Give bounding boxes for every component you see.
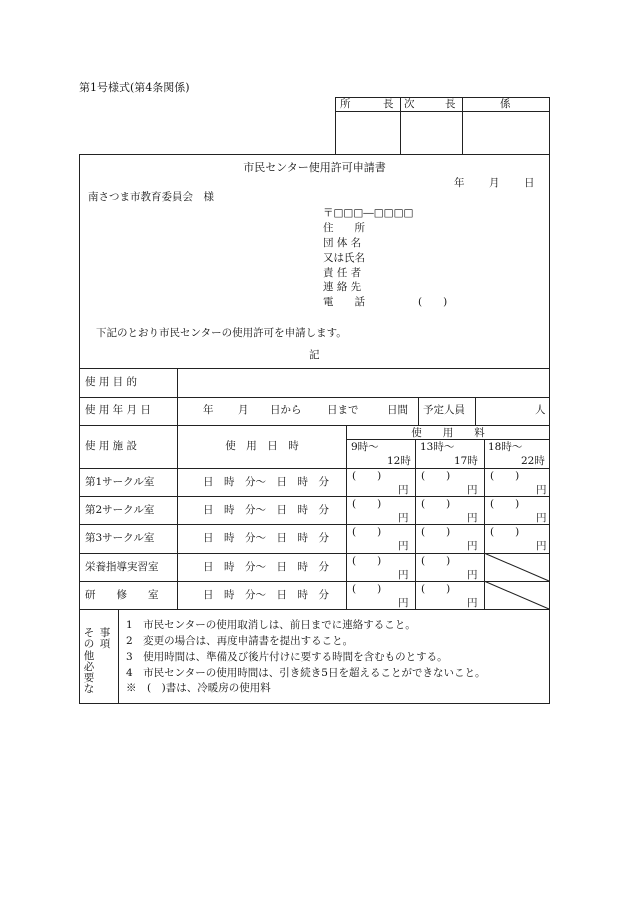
note-3: 3 使用時間は、準備及び後片付けに要する時間を含むものとする。 (126, 651, 448, 663)
org-label: 団 体 名 (323, 237, 362, 249)
fee-paren: ( ) (421, 470, 451, 482)
responsible-label: 責 任 者 (323, 267, 362, 279)
fee-paren: ( ) (352, 555, 382, 567)
fee-yen: 円 (536, 512, 547, 524)
fee-yen: 円 (467, 484, 478, 496)
fee-paren: ( ) (490, 498, 520, 510)
room-name: 第3サークル室 (85, 532, 155, 544)
ki-label: 記 (309, 349, 320, 361)
note-4: 4 市民センターの使用時間は、引き続き5日を超えることができないこと。 (126, 667, 486, 679)
room-name: 第1サークル室 (85, 476, 155, 488)
fee-paren: ( ) (352, 470, 382, 482)
people-unit: 人 (535, 404, 546, 416)
planned-people-label: 予定人員 (423, 404, 465, 416)
fee-paren: ( ) (421, 555, 451, 567)
date-label: 使 用 年 月 日 (85, 404, 151, 416)
room-time-field[interactable]: 日 時 分～ 日 時 分 (203, 589, 329, 601)
date-month: 月 (489, 177, 500, 189)
phone-paren: ( ) (418, 296, 448, 308)
room-time-field[interactable]: 日 時 分～ 日 時 分 (203, 476, 329, 488)
purpose-label: 使 用 目 的 (85, 376, 138, 388)
date-day: 日 (524, 177, 535, 189)
approval-head2b: 長 (445, 98, 456, 110)
fee-paren: ( ) (490, 526, 520, 538)
note-1: 1 市民センターの使用取消しは、前日までに連絡すること。 (126, 619, 416, 631)
room-name: 研 修 室 (85, 589, 159, 601)
fee-yen: 円 (398, 597, 409, 609)
date-days-unit: 日間 (387, 404, 408, 416)
notes-label-col2: 事項 (99, 627, 111, 651)
note-5: ※ ( )書は、冷暖房の使用料 (126, 682, 271, 694)
fee-yen: 円 (536, 484, 547, 496)
room-name: 栄養指導実習室 (85, 561, 159, 573)
fee-paren: ( ) (352, 526, 382, 538)
approval-head1: 所 (340, 98, 351, 110)
fee-paren: ( ) (490, 470, 520, 482)
approval-head2: 次 (404, 98, 415, 110)
fee-yen: 円 (467, 569, 478, 581)
date-from-unit: 日から (270, 404, 302, 416)
phone-label: 電 話 (323, 296, 365, 308)
room-time-field[interactable]: 日 時 分～ 日 時 分 (203, 532, 329, 544)
form-title: 市民センター使用許可申請書 (243, 161, 386, 174)
or-name-label: 又は氏名 (323, 252, 365, 264)
fee-paren: ( ) (421, 498, 451, 510)
contact-label: 連 絡 先 (323, 281, 362, 293)
notes-label-col1: その他必要な (83, 627, 95, 696)
address-label: 住 所 (323, 222, 365, 234)
fee-yen: 円 (467, 540, 478, 552)
fee-yen: 円 (398, 484, 409, 496)
datetime-label: 使 用 日 時 (225, 440, 299, 452)
fee-yen: 円 (398, 540, 409, 552)
fee-label: 使 用 料 (411, 427, 485, 439)
fee-yen: 円 (398, 512, 409, 524)
addressee: 南さつま市教育委員会 様 (88, 191, 214, 203)
date-month-unit: 月 (238, 404, 249, 416)
date-to-unit: 日まで (327, 404, 359, 416)
purpose-field[interactable] (178, 369, 549, 397)
approval-head3: 係 (500, 98, 511, 110)
date-year-unit: 年 (203, 404, 214, 416)
room-time-field[interactable]: 日 時 分～ 日 時 分 (203, 561, 329, 573)
room-name: 第2サークル室 (85, 504, 155, 516)
fee-paren: ( ) (421, 526, 451, 538)
fee-yen: 円 (536, 540, 547, 552)
note-2: 2 変更の場合は、再度申請書を提出すること。 (126, 635, 354, 647)
request-text: 下記のとおり市民センターの使用許可を申請します。 (96, 327, 347, 339)
date-year: 年 (454, 177, 465, 189)
facility-label: 使 用 施 設 (85, 440, 138, 452)
fee-paren: ( ) (352, 583, 382, 595)
fee-yen: 円 (398, 569, 409, 581)
postal-code: 〒□□□―□□□□ (323, 207, 414, 219)
fee-yen: 円 (467, 597, 478, 609)
form-number: 第1号様式(第4条関係) (79, 81, 190, 94)
room-time-field[interactable]: 日 時 分～ 日 時 分 (203, 504, 329, 516)
fee-yen: 円 (467, 512, 478, 524)
fee-paren: ( ) (352, 498, 382, 510)
fee-paren: ( ) (421, 583, 451, 595)
approval-head1b: 長 (383, 98, 394, 110)
